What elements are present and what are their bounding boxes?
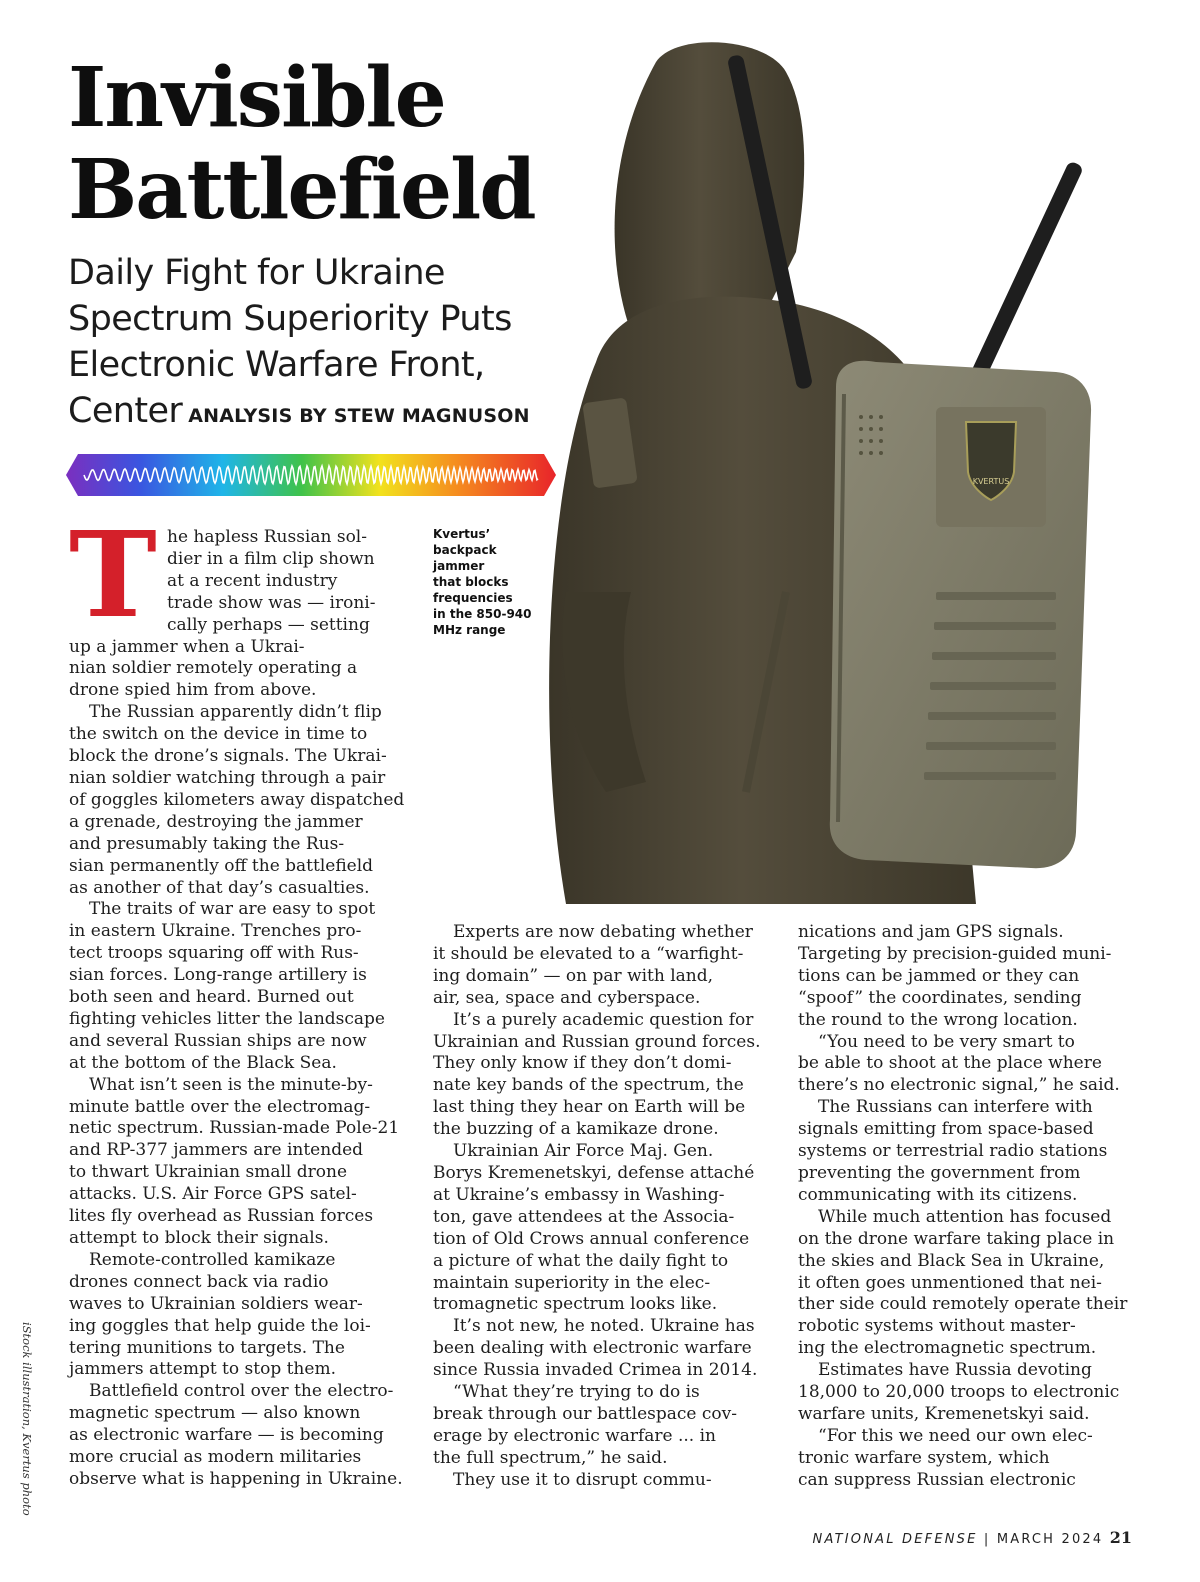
article-line: it should be elevated to a “warfight-: [433, 943, 744, 964]
headline-line: Invisible: [68, 50, 445, 146]
article-line: been dealing with electronic warfare: [433, 1338, 752, 1359]
article-line: up a jammer when a Ukrai-: [69, 636, 305, 657]
photo-caption: [433, 526, 543, 638]
article-line: attempt to block their signals.: [69, 1228, 329, 1248]
article-line: Experts are now debating whether: [453, 922, 753, 942]
article-line: as electronic warfare — is becoming: [69, 1425, 384, 1446]
article-line: netic spectrum. Russian-made Pole-21: [69, 1118, 400, 1139]
article-line: on the drone warfare taking place in: [798, 1228, 1115, 1249]
caption-line: MHz range: [433, 623, 506, 637]
article-line: last thing they hear on Earth will be: [433, 1097, 746, 1118]
patch-text: KVERTUS: [972, 477, 1010, 486]
article-line: a picture of what the daily fight to: [433, 1250, 729, 1271]
caption-line: backpack: [433, 543, 497, 557]
publication-name: NATIONAL DEFENSE: [812, 1532, 978, 1547]
article-line: The traits of war are easy to spot: [89, 899, 376, 920]
article-line: nications and jam GPS signals.: [798, 922, 1064, 942]
article-line: tering munitions to targets. The: [69, 1337, 345, 1358]
deck: [68, 250, 628, 439]
article-line: ton, gave attendees at the Associa-: [433, 1206, 735, 1227]
article-line: fighting vehicles litter the landscape: [69, 1008, 385, 1029]
headline-line: Battlefield: [68, 142, 535, 238]
article-line: and several Russian ships are now: [69, 1030, 367, 1051]
article-line: at a recent industry: [167, 570, 338, 591]
article-line: since Russia invaded Crimea in 2014.: [433, 1360, 758, 1381]
article-line: attacks. U.S. Air Force GPS satel-: [69, 1184, 357, 1205]
article-line: a grenade, destroying the jammer: [69, 811, 363, 832]
article-line: “For this we need our own elec-: [818, 1425, 1093, 1446]
article-line: signals emitting from space-based: [798, 1119, 1094, 1140]
article-line: warfare units, Kremenetskyi said.: [798, 1403, 1090, 1424]
article-line: While much attention has focused: [818, 1206, 1112, 1227]
article-column-2: [433, 922, 760, 1492]
article-line: of goggles kilometers away dispatched: [69, 789, 405, 810]
article-line: nian soldier remotely operating a: [69, 658, 358, 679]
article-line: in eastern Ukraine. Trenches pro-: [69, 921, 362, 942]
article-line: They use it to disrupt commu-: [453, 1469, 712, 1490]
article-line: the switch on the device in time to: [69, 724, 368, 745]
article-line: can suppress Russian electronic: [798, 1469, 1076, 1490]
article-line: be able to shoot at the place where: [798, 1053, 1102, 1074]
article-line: sian forces. Long-range artillery is: [69, 965, 367, 986]
article-line: Remote-controlled kamikaze: [89, 1249, 336, 1270]
article-line: dier in a film clip shown: [167, 548, 375, 569]
article-column-3: [798, 922, 1127, 1492]
article-line: ing domain” — on par with land,: [433, 965, 714, 986]
caption-line: Kvertus’: [433, 527, 491, 541]
article-line: “What they’re trying to do is: [453, 1382, 700, 1403]
article-line: he hapless Russian sol-: [167, 527, 367, 547]
article-line: sian permanently off the battlefield: [69, 855, 374, 876]
spectrum-wave-graphic: [66, 452, 556, 498]
article-line: air, sea, space and cyberspace.: [433, 987, 701, 1008]
article-line: tromagnetic spectrum looks like.: [433, 1294, 718, 1315]
article-line: there’s no electronic signal,” he said.: [798, 1075, 1120, 1096]
article-line: both seen and heard. Burned out: [69, 987, 354, 1008]
article-line: at the bottom of the Black Sea.: [69, 1052, 337, 1073]
article-line: Targeting by precision-guided muni-: [798, 943, 1112, 964]
photo-credit: iStock illustration, Kvertus photo: [20, 1322, 34, 1516]
article-line: tions can be jammed or they can: [798, 965, 1080, 986]
article-line: the full spectrum,” he said.: [433, 1447, 668, 1468]
article-line: tect troops squaring off with Rus-: [69, 943, 359, 964]
article-line: Ukrainian and Russian ground forces.: [433, 1031, 761, 1052]
article-line: jammers attempt to stop them.: [69, 1359, 336, 1380]
byline: ANALYSIS BY STEW MAGNUSON: [188, 405, 530, 427]
article-line: tronic warfare system, which: [798, 1447, 1050, 1468]
article-line: maintain superiority in the elec-: [433, 1272, 711, 1293]
article-line: ther side could remotely operate their: [798, 1294, 1128, 1315]
caption-line: jammer: [433, 559, 485, 573]
article-line: “You need to be very smart to: [818, 1031, 1075, 1052]
article-line: What isn’t seen is the minute-by-: [89, 1074, 373, 1095]
article-line: magnetic spectrum — also known: [69, 1403, 361, 1424]
article-line: It’s not new, he noted. Ukraine has: [453, 1316, 755, 1337]
deck-line: [68, 388, 628, 439]
issue-date: MARCH 2024: [996, 1532, 1104, 1547]
article-line: It’s a purely academic question for: [453, 1009, 754, 1030]
article-line: “spoof” the coordinates, sending: [798, 987, 1082, 1008]
article-line: trade show was — ironi-: [167, 592, 376, 613]
article-line: systems or terrestrial radio stations: [798, 1141, 1108, 1162]
article-line: They only know if they don’t domi-: [433, 1053, 732, 1074]
article-line: as another of that day’s casualties.: [69, 877, 370, 898]
article-line: block the drone’s signals. The Ukrai-: [69, 746, 387, 767]
article-line: cally perhaps — setting: [167, 614, 370, 635]
article-line: lites fly overhead as Russian forces: [69, 1206, 374, 1227]
deck-line-text: Center: [68, 391, 183, 431]
article-line: to thwart Ukrainian small drone: [69, 1162, 348, 1183]
caption-line: that blocks: [433, 575, 509, 589]
deck-line: Daily Fight for Ukraine: [68, 253, 445, 293]
article-line: drone spied him from above.: [69, 680, 317, 701]
headline: [68, 52, 535, 236]
article-line: ing goggles that help guide the loi-: [69, 1315, 371, 1336]
article-line: The Russian apparently didn’t flip: [89, 702, 382, 723]
article-line: waves to Ukrainian soldiers wear-: [69, 1293, 363, 1314]
article-line: communicating with its citizens.: [798, 1184, 1078, 1205]
article-line: ing the electromagnetic spectrum.: [798, 1338, 1097, 1359]
article-line: drones connect back via radio: [69, 1271, 329, 1292]
article-line: the skies and Black Sea in Ukraine,: [798, 1250, 1105, 1271]
article-line: 18,000 to 20,000 troops to electronic: [798, 1382, 1120, 1403]
article-line: the round to the wrong location.: [798, 1009, 1078, 1030]
article-line: erage by electronic warfare ... in: [433, 1425, 716, 1446]
article-line: and presumably taking the Rus-: [69, 833, 345, 854]
article-line: robotic systems without master-: [798, 1316, 1076, 1337]
deck-line: Spectrum Superiority Puts: [68, 299, 512, 339]
article-line: break through our battlespace cov-: [433, 1403, 737, 1424]
article-line: observe what is happening in Ukraine.: [69, 1468, 403, 1489]
article-line: Borys Kremenetskyi, defense attaché: [433, 1162, 755, 1183]
article-line: preventing the government from: [798, 1162, 1081, 1183]
article-line: Battlefield control over the electro-: [89, 1381, 394, 1402]
article-line: more crucial as modern militaries: [69, 1447, 362, 1468]
article-line: tion of Old Crows annual conference: [433, 1228, 750, 1249]
article-line: and RP-377 jammers are intended: [69, 1140, 364, 1161]
article-line: nian soldier watching through a pair: [69, 767, 386, 788]
article-column-1: [69, 527, 404, 1491]
article-line: Ukrainian Air Force Maj. Gen.: [453, 1141, 714, 1162]
page-footer: [813, 1528, 1132, 1547]
deck-line: Electronic Warfare Front,: [68, 345, 485, 385]
footer-separator: |: [983, 1532, 991, 1547]
article-line: minute battle over the electromag-: [69, 1096, 371, 1117]
article-line: The Russians can interfere with: [818, 1097, 1093, 1118]
caption-line: in the 850-940: [433, 607, 532, 621]
article-line: it often goes unmentioned that nei-: [798, 1272, 1102, 1293]
page-number: 21: [1109, 1528, 1132, 1547]
article-line: Estimates have Russia devoting: [818, 1360, 1092, 1381]
soldier-backpack-jammer-photo: [536, 32, 1200, 904]
article-line: at Ukraine’s embassy in Washing-: [433, 1184, 725, 1205]
article-line: nate key bands of the spectrum, the: [433, 1075, 744, 1096]
article-line: the buzzing of a kamikaze drone.: [433, 1119, 719, 1140]
caption-line: frequencies: [433, 591, 513, 605]
drop-cap: T: [69, 505, 157, 644]
